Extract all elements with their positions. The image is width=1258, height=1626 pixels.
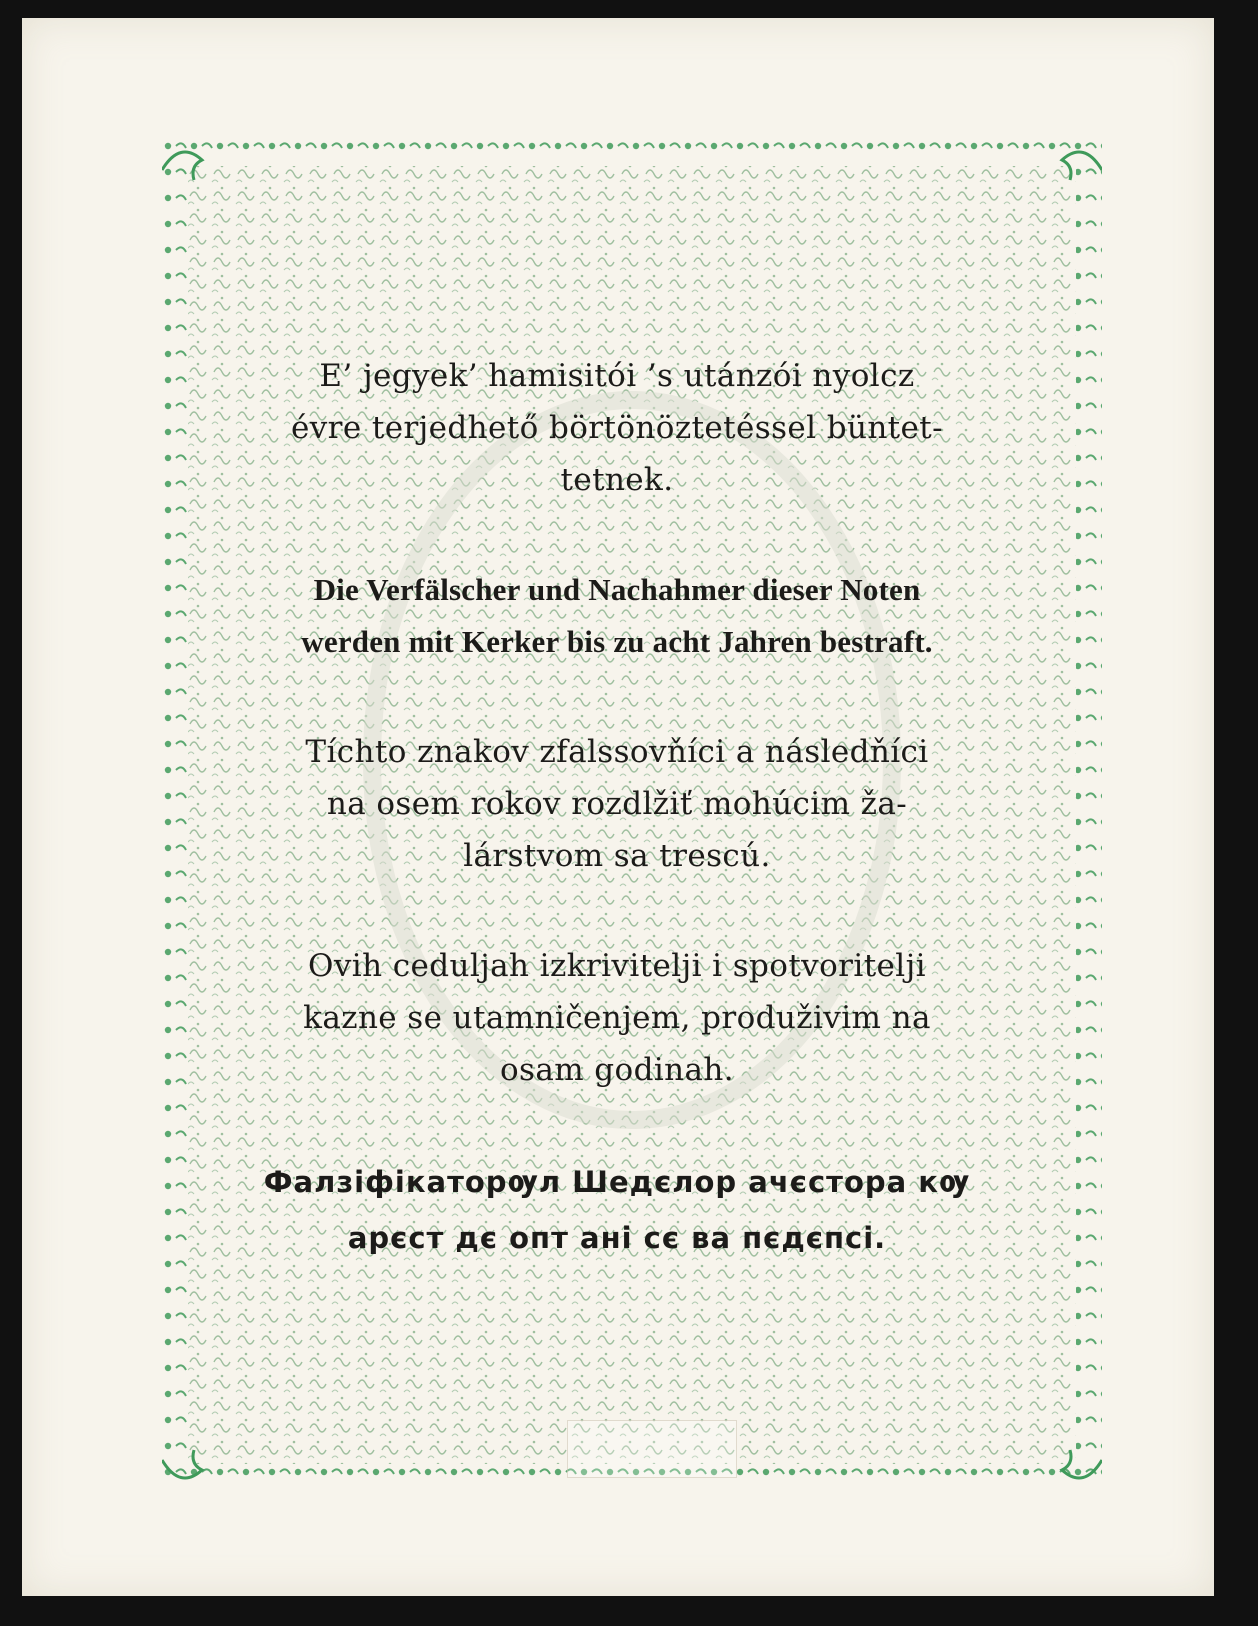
paragraph-german	[254, 564, 980, 668]
text-line: werden mit Kerker bis zu acht Jahren bestraft.	[301, 624, 933, 659]
text-line: Ovih ceduljah izkrivitelji i spotvoritelji	[308, 948, 926, 984]
text-line: évre terjedhető börtönöztetéssel büntet-	[290, 410, 944, 446]
text-line: Фалзіфікаторѹл Шедєлор ачєстора кѹ	[263, 1165, 971, 1199]
paragraph-slovak	[254, 726, 980, 882]
text-line: na osem rokov rozdlžiť mohúcim ža-	[326, 786, 908, 822]
paragraph-croatian	[254, 940, 980, 1096]
ornamental-panel	[162, 140, 1102, 1490]
text-line: арєст дє опт ані сє ва пєдєпсі.	[347, 1221, 887, 1255]
text-line: E’ jegyek’ hamisitói ’s utánzói nyolcz	[319, 358, 915, 394]
text-line: Die Verfälscher und Nachahmer dieser Noten	[313, 572, 921, 607]
paragraph-hungarian	[254, 350, 980, 506]
paragraph-romanian-cyrillic	[254, 1154, 980, 1266]
text-line: osam godinah.	[499, 1052, 735, 1088]
text-line: tetnek.	[560, 462, 674, 498]
text-line: lárstvom sa trescú.	[463, 838, 771, 874]
blank-stub-area	[567, 1420, 737, 1478]
penalty-text-block	[254, 350, 980, 1324]
text-line: kazne se utamničenjem, produživim na	[303, 1000, 931, 1036]
banknote-back-sheet	[22, 18, 1214, 1596]
text-line: Tíchto znakov zfalssovňíci a následňíci	[305, 734, 929, 770]
